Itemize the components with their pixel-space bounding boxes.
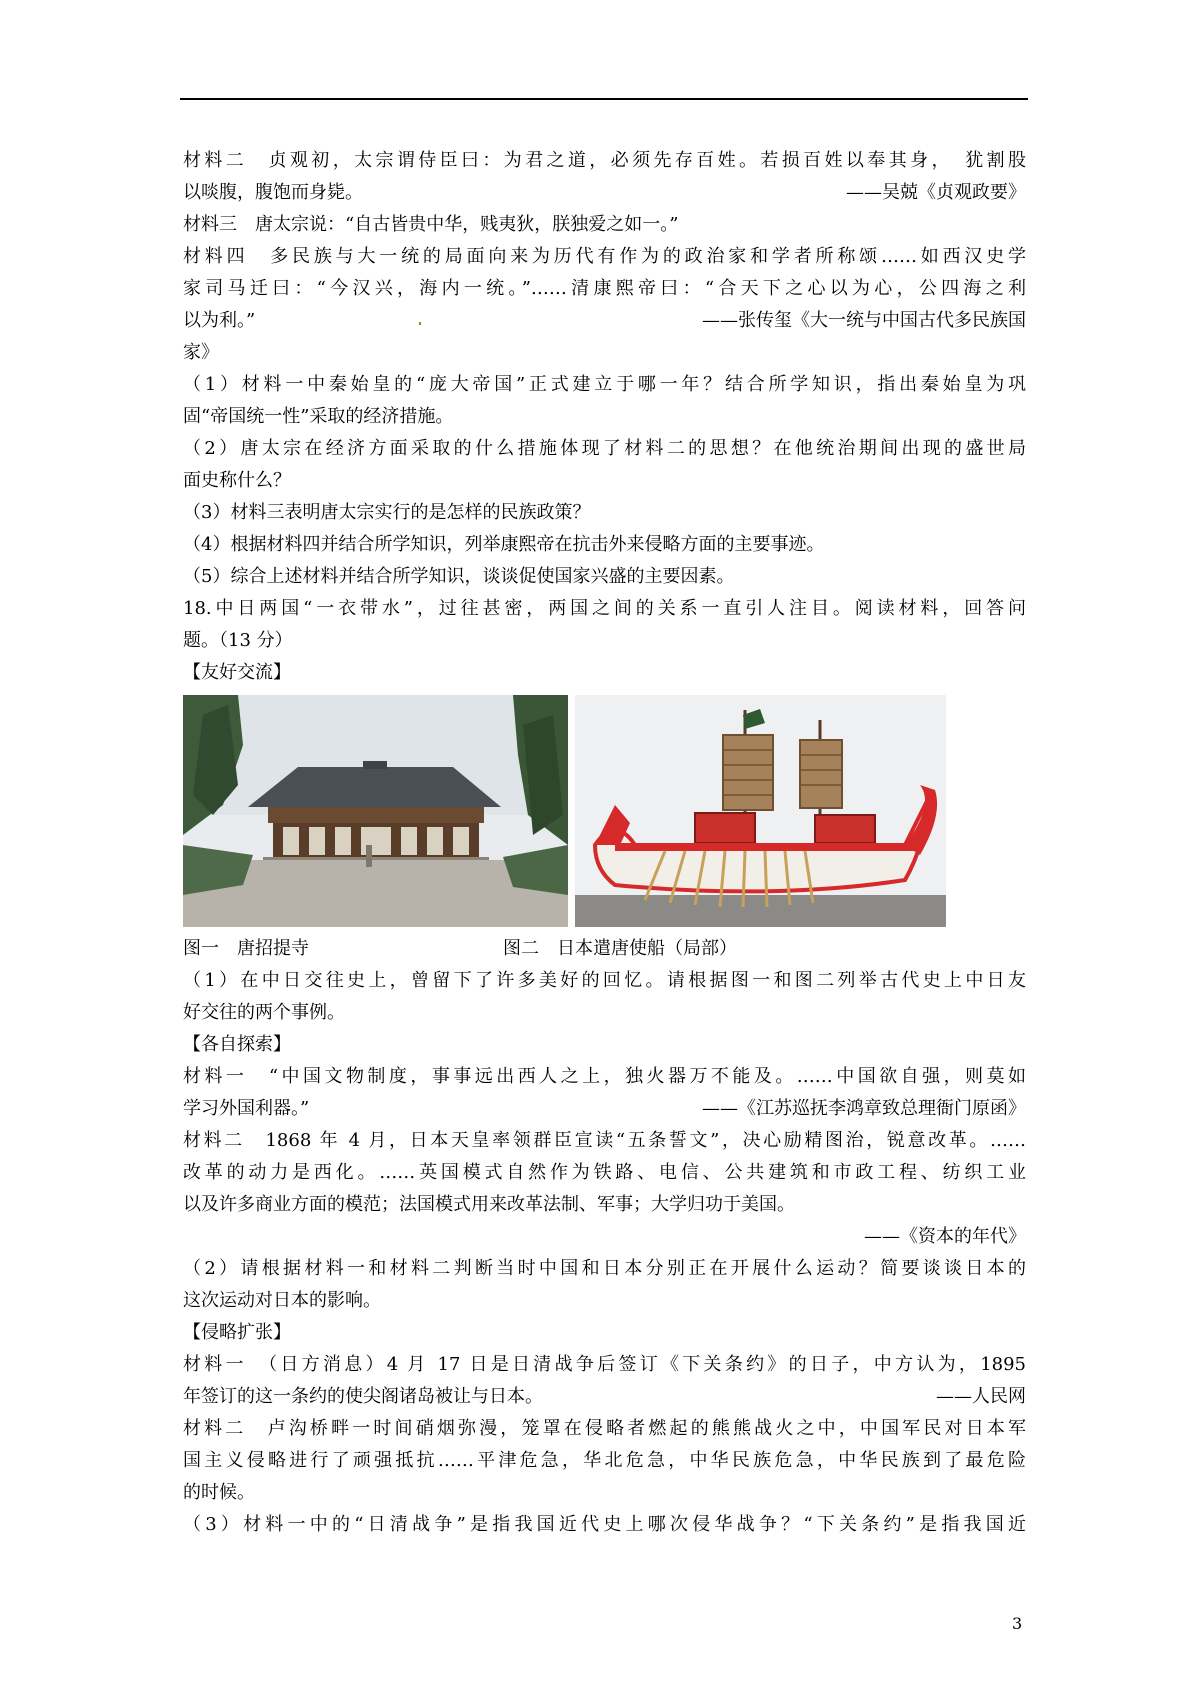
text-line: 材料四 多民族与大一统的局面向来为历代有作为的政治家和学者所称颂……如西汉史学 [183, 246, 1026, 267]
text-line: 材料一 （日方消息）4 月 17 日是日清战争后签订《下关条约》的日子，中方认为，1895 [183, 1354, 1026, 1375]
question-line: （3）材料一中的“日清战争”是指我国近代史上哪次侵华战争？“下关条约”是指我国近 [183, 1514, 1026, 1535]
question-line: （5）综合上述材料并结合所学知识，谈谈促使国家兴盛的主要因素。 [183, 566, 735, 587]
figure-toshodaiji-photo [183, 695, 568, 927]
section-heading: 【各自探索】 [183, 1034, 291, 1055]
question-line: （1）在中日交往史上，曾留下了许多美好的回忆。请根据图一和图二列举古代史上中日友 [183, 970, 1026, 991]
text-line: 材料一 “中国文物制度，事事远出西人之上，独火器万不能及。……中国欲自强，则莫如 [183, 1066, 1026, 1087]
question-line: 这次运动对日本的影响。 [183, 1290, 381, 1311]
figure-caption-2: 图二 日本遣唐使船（局部） [503, 938, 737, 959]
question-line: （4）根据材料四并结合所学知识，列举康熙帝在抗击外来侵略方面的主要事迹。 [183, 534, 825, 555]
section-heading: 【友好交流】 [183, 662, 291, 683]
text-line: 以及许多商业方面的模范；法国模式用来改革法制、军事；大学归功于美国。 [183, 1194, 795, 1215]
figure-captions [183, 933, 1026, 965]
figure-caption-1: 图一 唐招提寺 [183, 938, 309, 959]
source-citation: ——张传玺《大一统与中国古代多民族国 [702, 310, 1026, 331]
problem-heading: 18.中日两国“一衣带水”，过往甚密，两国之间的关系一直引人注目。阅读材料，回答问 [183, 598, 1026, 619]
source-citation: ——吴兢《贞观政要》 [846, 182, 1026, 203]
text-line [183, 305, 1026, 337]
page-number: 3 [1012, 1614, 1023, 1633]
temple-illustration [183, 695, 568, 927]
text-line: 材料二 贞观初，太宗谓侍臣曰：为君之道，必须先存百姓。若损百姓以奉其身， 犹割股 [183, 150, 1026, 171]
text-span: 以为利。” [183, 310, 256, 331]
question-line: （2）唐太宗在经济方面采取的什么措施体现了材料二的思想？在他统治期间出现的盛世局 [183, 438, 1026, 459]
text-line [183, 1381, 1026, 1413]
text-span: 以啖腹，腹饱而身毙。 [183, 182, 363, 203]
text-line: 材料二 卢沟桥畔一时间硝烟弥漫，笼罩在侵略者燃起的熊熊战火之中，中国军民对日本军 [183, 1418, 1026, 1439]
source-citation: ——《资本的年代》 [864, 1226, 1026, 1247]
header-rule [180, 98, 1028, 100]
text-line: 国主义侵略进行了顽强抵抗……平津危急，华北危急，中华民族危急，中华民族到了最危险 [183, 1450, 1026, 1471]
section-heading: 【侵略扩张】 [183, 1322, 291, 1343]
text-span: 年签订的这一条约的使尖阁诸岛被让与日本。 [183, 1386, 543, 1407]
ship-illustration [575, 695, 946, 927]
question-line: （2）请根据材料一和材料二判断当时中国和日本分别正在开展什么运动？简要谈谈日本的 [183, 1258, 1026, 1279]
text-line: 的时候。 [183, 1482, 255, 1503]
source-citation: ——人民网 [936, 1386, 1026, 1407]
figure-envoy-ship-photo [575, 695, 946, 927]
document-body [183, 145, 1026, 1541]
text-line: 改革的动力是西化。……英国模式自然作为铁路、电信、公共建筑和市政工程、纺织工业 [183, 1162, 1026, 1183]
figure-row [183, 695, 1026, 933]
question-line: （3）材料三表明唐太宗实行的是怎样的民族政策？ [183, 502, 591, 523]
source-citation: ——《江苏巡抚李鸿章致总理衙门原函》 [702, 1098, 1026, 1119]
question-line: 面史称什么？ [183, 470, 291, 491]
question-line: （1）材料一中秦始皇的“庞大帝国”正式建立于哪一年？结合所学知识，指出秦始皇为巩 [183, 374, 1026, 395]
question-line: 固“帝国统一性”采取的经济措施。 [183, 406, 454, 427]
question-line: 好交往的两个事例。 [183, 1002, 345, 1023]
text-line [183, 1093, 1026, 1125]
text-line: 材料二 1868 年 4 月，日本天皇率领群臣宣读“五条誓文”，决心励精图治，锐意改革。…… [183, 1130, 1026, 1151]
text-line: 家》 [183, 342, 219, 363]
problem-heading: 题。（13 分） [183, 630, 293, 651]
text-span: 学习外国利器。” [183, 1098, 310, 1119]
text-line [183, 177, 1026, 209]
text-line: 材料三 唐太宗说：“自古皆贵中华，贱夷狄，朕独爱之如一。” [183, 214, 679, 235]
text-line: 家司马迁曰：“今汉兴，海内一统。”……清康熙帝曰：“合天下之心以为心，公四海之利 [183, 278, 1026, 299]
